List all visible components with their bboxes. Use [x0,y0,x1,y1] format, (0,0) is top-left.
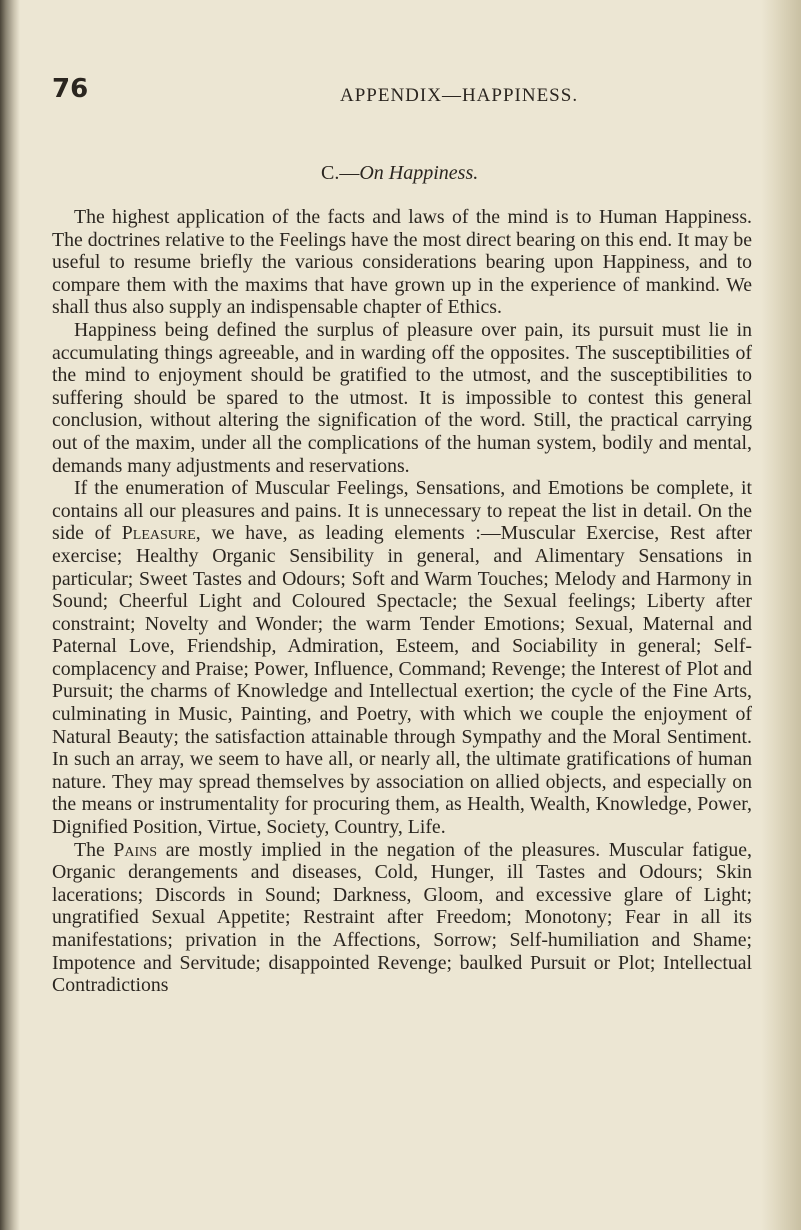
pleasure-term: Pleasure [121,522,196,545]
paragraph-3-lead: If the enumeration of Muscular Feelings, Sensations, and Emotions be complete, it contains all our pleasures and pains. It is unnecessary to repeat the list in detail. On the side of [52,477,752,545]
page-edge [761,0,801,1230]
running-title: APPENDIX—HAPPINESS. [340,85,579,106]
section-letter: C.— [321,162,360,184]
paragraph-3 [52,477,752,839]
paragraph-4-lead: The [74,838,114,861]
book-page [52,74,752,997]
paragraph-2: Happiness being defined the surplus of pleasure over pain, its pursuit must lie in accumulating things agreeable, and in warding off the opposites. The susceptibilities of the mind to enjoyment should be gratified to the utmost, and the susceptibilities to suffering should be spared to the utmost. It is impossible to contest this general conclusion, without altering the signification of the word. Still, the practical carrying out of the maxim, under all the complications of the human system, bodily and mental, demands many adjustments and reservations. [52,318,752,477]
page-header [52,74,752,110]
paragraph-1: The highest application of the facts and laws of the mind is to Human Happiness. The doctrines relative to the Feelings have the most direct bearing on this end. It may be useful to resume briefly the various considerations bearing upon Happiness, and to compare them with the maxims that have grown up in the experience of mankind. We shall thus also supply an indispensable chapter of Ethics. [52,206,752,319]
page-number: 76 [52,74,89,104]
section-title [52,162,752,185]
pains-term: Pains [113,838,158,861]
paragraph-4 [52,839,752,997]
section-subject: On Happiness. [359,162,479,184]
paragraph-4-rest: are mostly implied in the negation of the pleasures. Muscular fatigue, Organic derangements and diseases, Cold, Hunger, ill Tastes and Odours; Skin lacerations; Discords in Sound; Darkness, Gloom, and excessive glare of Light; ungratified Sexual Appetite; Restraint after Freedom; Monotony; Fear in all its manifestations; privation in the Affections, Sorrow; Self-humiliation and Shame; Impotence and Servitude; disappointed Revenge; baulked Pursuit or Plot; Intellectual Contradictions [52,838,752,997]
paragraph-3-rest: , we have, as leading elements :—Muscular Exercise, Rest after exercise; Healthy Organic Sensibility in general, and Alimentary Sensations in particular; Sweet Tastes and Odours; Soft and Warm Touches; Melody and Harmony in Sound; Cheerful Light and Coloured Spectacle; the Sexual feelings; Liberty after constraint; Novelty and Wonder; the warm Tender Emotions; Sexual, Maternal and Paternal Love, Friendship, Admiration, Esteem, and Sociability in general; Self-complacency and Praise; Power, Influence, Command; Revenge; the Interest of Plot and Pursuit; the charms of Knowledge and Intellectual exertion; the cycle of the Fine Arts, culminating in Music, Painting, and Poetry, with which we couple the enjoyment of Natural Beauty; the satisfaction attainable through Sympathy and the Moral Sentiment. In such an array, we seem to have all, or nearly all, the ultimate gratifications of human nature. They may spread themselves by association on allied objects, and especially on the means or instrumentality for procuring them, as Health, Wealth, Knowledge, Power, Dignified Position, Virtue, Society, Country, Life. [52,522,752,839]
page-gutter-shadow [0,0,20,1230]
